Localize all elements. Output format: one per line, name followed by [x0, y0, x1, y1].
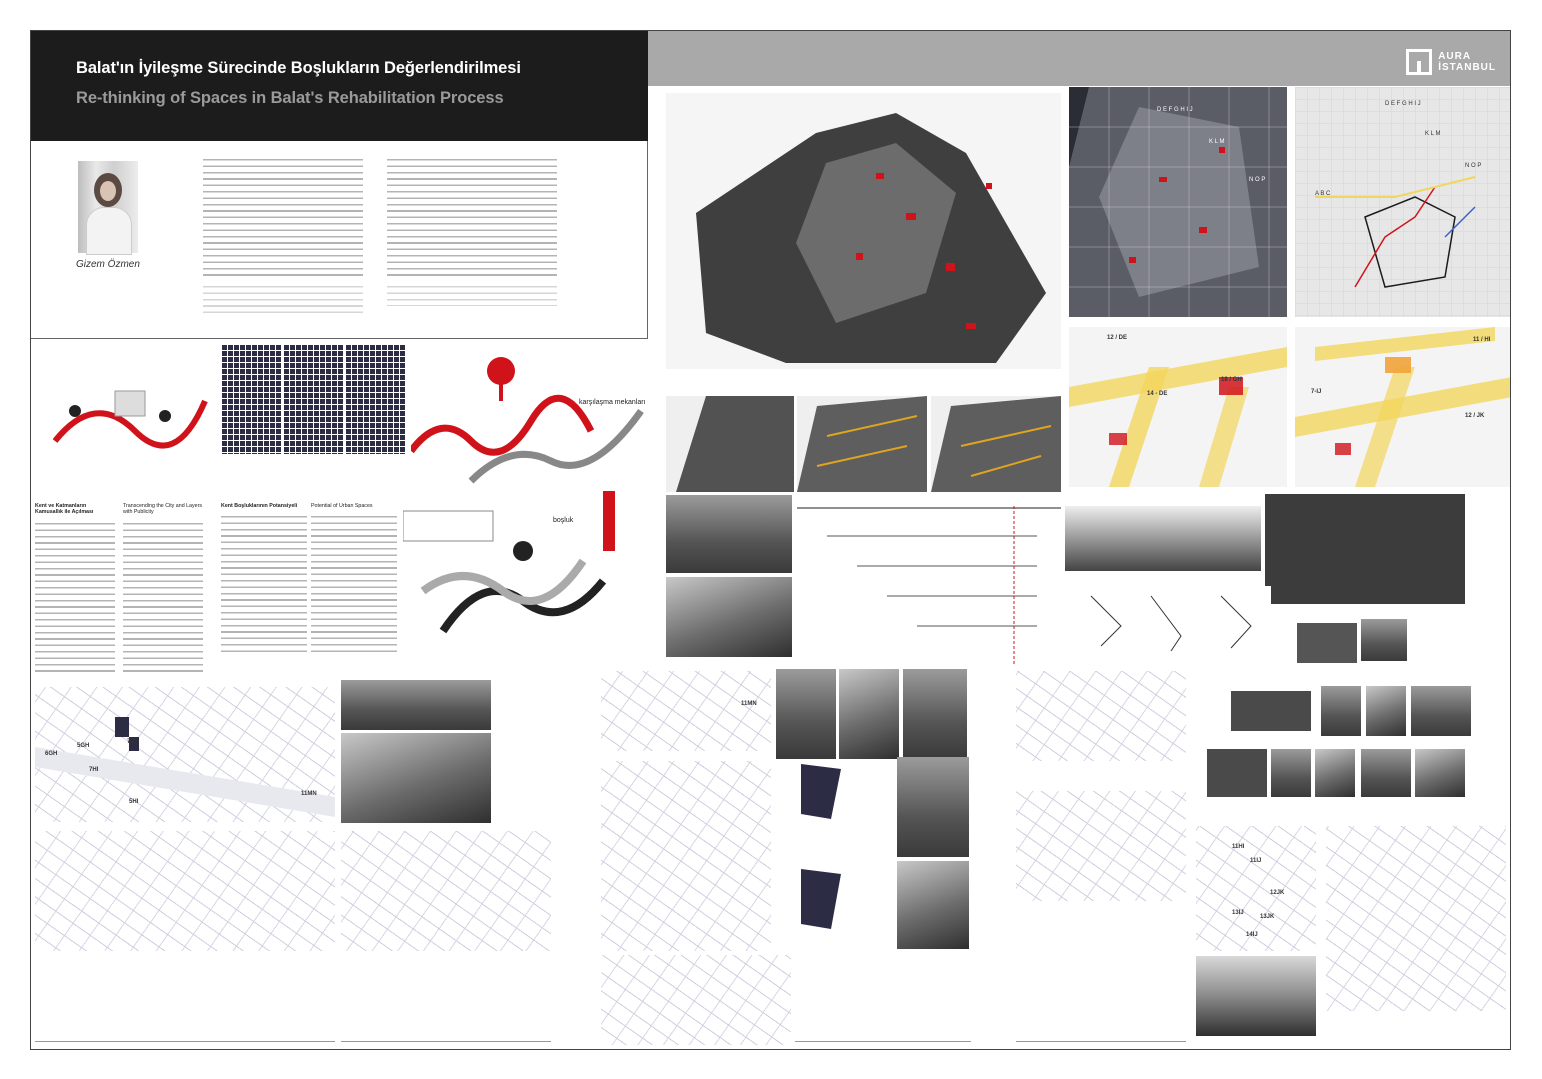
plan-label-7hi: 7HI — [89, 767, 99, 773]
occupancy-pattern-1 — [221, 344, 281, 454]
mini-photo-d — [1411, 686, 1471, 736]
text-kent — [35, 523, 115, 673]
plan-label-5gh: 5GH — [77, 743, 90, 749]
mini-map-c — [1207, 749, 1267, 797]
zone-label-3: 18 / GH — [1221, 377, 1242, 383]
photo-col-3 — [903, 669, 967, 759]
plan-zone-3 — [341, 831, 551, 951]
plan-zone-9 — [1196, 826, 1316, 951]
timeline-diagram — [797, 496, 1061, 666]
author-name: Gizem Özmen — [76, 259, 140, 270]
grid-label-mid: K L M — [1209, 139, 1225, 145]
intro-refs-en — [387, 286, 557, 306]
intro-refs-tr — [203, 286, 363, 316]
occupancy-pattern-2 — [283, 344, 343, 454]
mini-photo-e — [1271, 749, 1311, 797]
axon-zones-right — [1295, 327, 1511, 487]
mini-photo-b — [1321, 686, 1361, 736]
occupancy-pattern-3 — [345, 344, 405, 454]
void-diagram — [403, 491, 648, 651]
small-map-3 — [931, 396, 1061, 492]
plan-label-11ij: 11IJ — [1250, 858, 1262, 864]
street-photo-2 — [666, 577, 792, 657]
zone-label-4: 11 / HI — [1473, 337, 1491, 343]
plan-label-11hi: 11HI — [1232, 844, 1245, 850]
grid-label-top: D E F G H I J — [1157, 107, 1193, 113]
route-grid-top: D E F G H I J — [1385, 101, 1421, 107]
plan-zone-1 — [35, 687, 335, 822]
zone-label-5: 7-IJ — [1311, 389, 1322, 395]
street-photo-1 — [666, 495, 792, 573]
zone-label-2: 14 - DE — [1147, 391, 1168, 397]
photo-col-2 — [839, 669, 899, 759]
section-3 — [795, 961, 971, 1042]
intro-panel — [31, 141, 648, 339]
photo-col-4 — [897, 757, 969, 857]
text-potential — [311, 516, 397, 656]
header-grey-band — [648, 31, 1511, 86]
zone-label-6: 12 / JK — [1465, 413, 1485, 419]
section-4 — [1016, 951, 1186, 1042]
route-grid-map — [1295, 87, 1511, 317]
header-title-block — [31, 31, 648, 141]
people-collage — [35, 371, 215, 461]
mini-photo-g — [1361, 749, 1411, 797]
axon-zones-left — [1069, 327, 1287, 487]
route-grid-left: A B C — [1315, 191, 1331, 197]
mini-photo-f — [1315, 749, 1355, 797]
plan-zone-2 — [35, 831, 335, 951]
plan-label-7ij: 7IJ — [127, 739, 136, 745]
network-diagrams — [1081, 586, 1271, 656]
mini-photo-h — [1415, 749, 1465, 797]
plan-zone-8 — [1016, 791, 1186, 901]
logo-line-1: AURA — [1438, 51, 1472, 62]
karsilasma-label: karşılaşma mekanları — [579, 399, 646, 406]
mini-photo-c — [1366, 686, 1406, 736]
figure-plans — [791, 759, 886, 949]
plan-zone-10 — [1326, 826, 1506, 1011]
plan-label-5hi: 5HI — [129, 799, 139, 805]
grid-label-right: N O P — [1249, 177, 1266, 183]
logo-icon — [1406, 49, 1432, 75]
text-potansiyel — [221, 516, 307, 656]
mini-photo-a — [1361, 619, 1407, 661]
photo-final — [1196, 956, 1316, 1036]
heading-potansiyel: Kent Boşluklarının Potansiyeli — [221, 503, 298, 509]
plan-label-11mn-b: 11MN — [741, 701, 757, 707]
heading-kent: Kent ve Katmanların Kamusallık ile Açılması — [35, 503, 94, 515]
plan-label-14ij: 14IJ — [1246, 932, 1258, 938]
mini-map-b — [1231, 691, 1311, 731]
route-grid-mid: K L M — [1425, 131, 1441, 137]
plan-zone-7 — [1016, 671, 1186, 761]
heading-potential: Potential of Urban Spaces — [311, 503, 373, 509]
balat-figure-ground-map — [666, 93, 1061, 369]
plan-label-13ij: 13IJ — [1232, 910, 1244, 916]
streetscape-collage — [1065, 506, 1261, 571]
photo-col-5 — [897, 861, 969, 949]
bosluk-label: boşluk — [553, 517, 574, 524]
photo-row-2 — [341, 733, 491, 823]
small-map-1 — [666, 396, 794, 492]
aura-istanbul-logo — [1406, 49, 1496, 75]
title-turkish: Balat'ın İyileşme Sürecinde Boşlukların Değerlendirilmesi — [76, 59, 521, 77]
logo-line-2: İSTANBUL — [1438, 62, 1496, 73]
photo-row-1 — [341, 680, 491, 730]
intro-text-tr — [203, 159, 363, 279]
mini-map-a — [1297, 623, 1357, 663]
plan-zone-5 — [601, 761, 771, 951]
photo-col-1 — [776, 669, 836, 759]
plan-label-13jk: 13JK — [1260, 914, 1275, 920]
plan-zone-6 — [601, 955, 791, 1045]
heading-transcending: Transcending the City and Layers with Publicity — [123, 503, 203, 515]
zone-label-1: 12 / DE — [1107, 335, 1128, 341]
poster-frame — [30, 30, 1511, 1050]
section-2 — [341, 951, 551, 1042]
plan-label-12jk: 12JK — [1270, 890, 1285, 896]
aerial-collage — [1265, 494, 1465, 604]
title-english: Re-thinking of Spaces in Balat's Rehabilitation Process — [76, 89, 504, 107]
intro-text-en — [387, 159, 557, 279]
plan-zone-4 — [601, 671, 771, 751]
section-1 — [35, 951, 335, 1042]
text-transcending — [123, 523, 203, 673]
route-grid-right: N O P — [1465, 163, 1482, 169]
encounter-diagram — [411, 351, 648, 491]
dark-grid-map — [1069, 87, 1287, 317]
plan-label-11mn: 11MN — [301, 791, 317, 797]
small-map-2 — [797, 396, 927, 492]
author-portrait — [78, 161, 138, 253]
plan-label-6gh: 6GH — [45, 751, 58, 757]
